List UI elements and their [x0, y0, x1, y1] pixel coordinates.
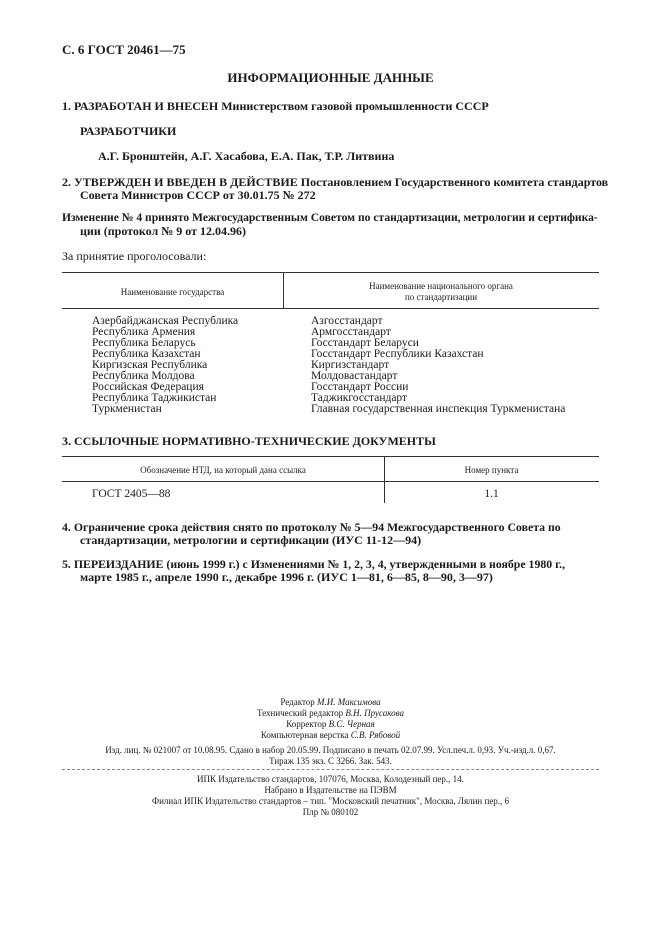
- table-row-body: Азгосстандарт: [311, 315, 383, 327]
- table-row-state: Киргизская Республика: [92, 359, 208, 371]
- section-1-text: Министерством газовой промышленности СССР: [218, 99, 489, 113]
- section-1-heading: РАЗРАБОТАН И ВНЕСЕН: [74, 99, 219, 113]
- ref-table-top-rule: [62, 456, 599, 457]
- amendment-line1: Изменение № 4 принято Межгосударственным Советом по стандартизации, метрологии и сертифика-: [62, 211, 598, 224]
- amendment-line2: ции (протокол № 9 от 12.04.96): [80, 224, 247, 238]
- publisher-line4: Плр № 080102: [302, 807, 359, 817]
- section-4-line1: Ограничение срока действия снято по протоколу № 5—94 Межгосударственного Совета по: [73, 520, 561, 534]
- table-row-body: Молдовастандарт: [311, 370, 398, 382]
- table-row-body: Госстандарт России: [311, 381, 409, 393]
- section-4-number: 4.: [62, 520, 71, 534]
- developers-heading: РАЗРАБОТЧИКИ: [80, 124, 177, 138]
- publisher-info: [0, 774, 661, 818]
- publisher-line1: ИПК Издательство стандартов, 107076, Москва, Колодезный пер., 14.: [197, 774, 464, 784]
- voting-table-bodies: [311, 316, 565, 415]
- proofreader-line: Корректор В.С. Черная: [286, 719, 375, 729]
- table-row-state: Азербайджанская Республика: [92, 315, 239, 327]
- section-2-heading: УТВЕРЖДЕН И ВВЕДЕН В ДЕЙСТВИЕ: [74, 175, 298, 189]
- section-4-line2: стандартизации, метрологии и сертификации (ИУС 11-12—94): [80, 533, 422, 547]
- section-2-line2: Совета Министров СССР от 30.01.75 № 272: [80, 188, 316, 202]
- ref-table-doc: ГОСТ 2405—88: [92, 488, 171, 500]
- voting-table-col2-header-line1: Наименование национального органа: [369, 281, 513, 291]
- table-row-state: Республика Таджикистан: [92, 392, 217, 404]
- voting-table-header-rule: [62, 308, 599, 309]
- section-2-line1: Постановлением Государственного комитета стандартов: [297, 175, 609, 189]
- ref-table-col2-header: Номер пункта: [464, 465, 519, 475]
- tech-editor-line: Технический редактор В.Н. Прусакова: [256, 708, 405, 718]
- print-info: [0, 745, 661, 767]
- ref-table-item: 1.1: [484, 488, 499, 500]
- colophon-credits: [0, 697, 661, 741]
- voting-table-col2-header-line2: по стандартизации: [404, 292, 478, 302]
- table-row-state: Республика Молдова: [92, 370, 195, 382]
- section-2-number: 2.: [62, 175, 71, 189]
- section-1: [62, 99, 489, 113]
- voting-table-col1-header: Наименование государства: [120, 287, 225, 297]
- section-3: [62, 434, 436, 448]
- section-5-line1: ПЕРЕИЗДАНИЕ (июнь 1999 г.) с Изменениями № 1, 2, 3, 4, утвержденными в ноябре 1980 г.,: [73, 557, 566, 571]
- colophon-divider: [62, 769, 599, 770]
- voted-text: За принятие проголосовали:: [62, 249, 207, 263]
- table-row-body: Таджикгосстандарт: [311, 392, 408, 404]
- table-row-state: Республика Армения: [92, 326, 196, 338]
- developers-list: А.Г. Бронштейн, А.Г. Хасабова, Е.А. Пак, Т.Р. Литвина: [98, 149, 395, 163]
- table-row-body: Армгосстандарт: [311, 326, 391, 338]
- print-info-line1: Изд. лиц. № 021007 от 10.08.95. Сдано в набор 20.05.99. Подписано в печать 02.07.99. Усл.печ.л. 0,93. Уч.-изд.л. 0,67.: [105, 745, 556, 755]
- section-2: [62, 175, 608, 189]
- table-row-body: Киргизстандарт: [311, 359, 390, 371]
- section-3-heading: ССЫЛОЧНЫЕ НОРМАТИВНО-ТЕХНИЧЕСКИЕ ДОКУМЕНТЫ: [74, 434, 436, 448]
- table-row-body: Госстандарт Республики Казахстан: [311, 348, 484, 360]
- ref-table-header-rule: [62, 481, 599, 482]
- section-4: [62, 520, 561, 534]
- table-row-body: Госстандарт Беларуси: [311, 337, 419, 349]
- section-5-line2: марте 1985 г., апреле 1990 г., декабре 1996 г. (ИУС 1—81, 6—85, 8—90, 3—97): [80, 570, 493, 584]
- page-title: ИНФОРМАЦИОННЫЕ ДАННЫЕ: [227, 70, 434, 85]
- publisher-line3: Филиал ИПК Издательство стандартов – тип. "Московский печатник", Москва, Лялин пер., 6: [151, 796, 510, 806]
- page-header: С. 6 ГОСТ 20461—75: [62, 42, 186, 57]
- section-5: [62, 557, 565, 571]
- print-info-line2: Тираж 135 экз. С 3266. Зак. 543.: [269, 756, 392, 766]
- editor-line: Редактор М.И. Максимова: [280, 697, 381, 707]
- table-row-state: Республика Беларусь: [92, 337, 196, 349]
- voting-table-states: [92, 316, 238, 415]
- table-row-state: Республика Казахстан: [92, 348, 201, 360]
- table-row-state: Туркменистан: [92, 403, 162, 415]
- publisher-line2: Набрано в Издательстве на ПЭВМ: [264, 785, 397, 795]
- section-5-number: 5.: [62, 557, 71, 571]
- voting-table-top-rule: [62, 272, 599, 273]
- table-row-body: Главная государственная инспекция Туркменистана: [311, 403, 566, 415]
- layout-line: Компьютерная верстка С.В. Рябовой: [260, 730, 401, 740]
- ref-table-col1-header: Обозначение НТД, на который дана ссылка: [140, 465, 306, 475]
- section-3-number: 3.: [62, 434, 71, 448]
- table-row-state: Российская Федерация: [92, 381, 204, 393]
- section-1-number: 1.: [62, 99, 71, 113]
